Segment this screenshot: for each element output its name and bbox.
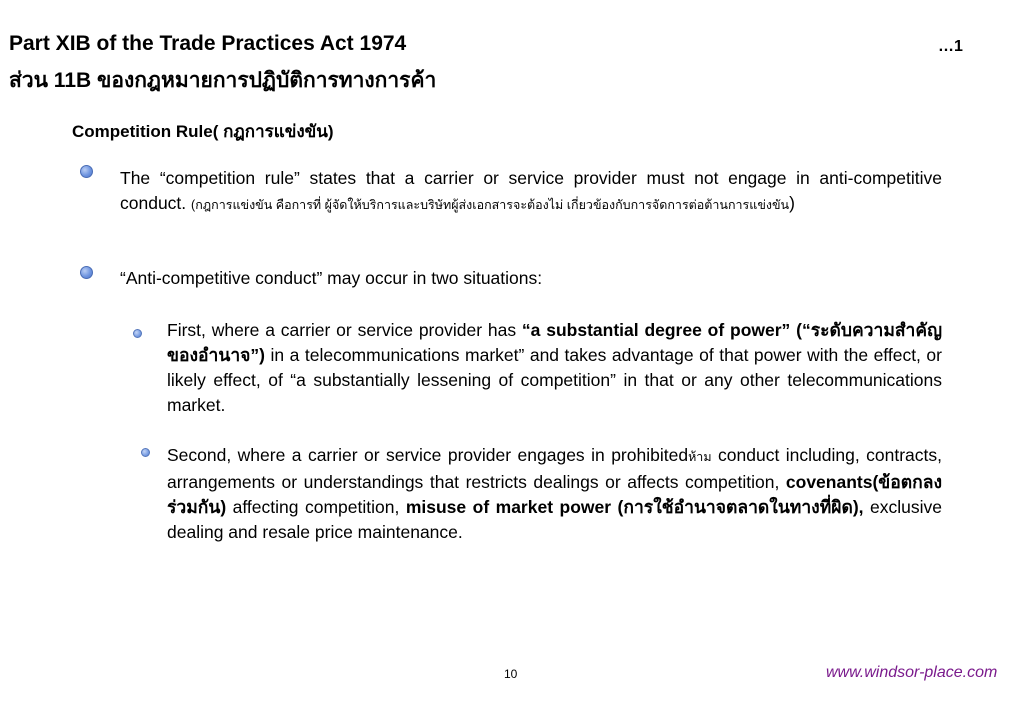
sub-bullet-text: First, where a carrier or service provider has xyxy=(167,320,522,340)
bullet-text: “Anti-competitive conduct” may occur in two situations: xyxy=(120,268,543,288)
page-number: 10 xyxy=(504,667,518,681)
thai-note-close: ) xyxy=(789,193,795,213)
section-heading: Competition Rule( กฎการแข่งขัน) xyxy=(72,122,334,141)
website-link[interactable]: www.windsor-place.com xyxy=(826,664,998,681)
sub-bullet-icon xyxy=(141,448,150,457)
bullet-icon xyxy=(80,266,93,279)
bullet-text: The “competition rule” states that a carrier or service provider must not engage in anti-competitive conduct. xyxy=(120,168,942,213)
page-marker: …1 xyxy=(938,38,963,55)
bullet-anti-competitive xyxy=(120,266,942,291)
slide-title-english: Part XIB of the Trade Practices Act 1974 xyxy=(9,32,407,55)
bullet-competition-rule xyxy=(120,166,942,218)
sub-bullet-prohibited-conduct xyxy=(167,443,942,545)
bullet-icon xyxy=(80,165,93,178)
sub-bullet-text: exclusive dealing and resale price maintenance. xyxy=(167,497,943,542)
sub-bullet-text: in a telecommunications market” and takes advantage of that power with the effect, or likely effect, of “a substantially lessening of competition” in that or any other telecommunications market. xyxy=(167,345,942,415)
sub-bullet-bold: covenants(ข้อตกลงร่วมกัน) xyxy=(167,472,942,517)
sub-bullet-icon xyxy=(133,329,142,338)
thai-annotation: ห้าม xyxy=(688,450,712,464)
sub-bullet-bold: “a substantial degree of power” (“ระดับความสำคัญของอำนาจ”) xyxy=(167,320,942,365)
thai-note-open: ( xyxy=(191,198,196,212)
sub-bullet-text: conduct including, contracts, arrangements or understandings that restricts dealings or affects competition, xyxy=(167,445,942,492)
thai-note: กฎการแข่งขัน คือการที่ ผู้จัดให้บริการและบริษัทผู้ส่งเอกสารจะต้องไม่ เกี่ยวข้องกับการจัดการต่อต้านการแข่งขัน xyxy=(195,198,790,212)
sub-bullet-bold: misuse of market power (การใช้อำนาจตลาดในทางที่ผิด), xyxy=(405,497,864,517)
sub-bullet-text: Second, where a carrier or service provider engages in prohibited xyxy=(167,445,689,465)
slide-title-thai: ส่วน 11B ของกฎหมายการปฏิบัติการทางการค้า xyxy=(9,69,437,92)
sub-bullet-substantial-power xyxy=(167,318,942,418)
sub-bullet-text: affecting competition, xyxy=(226,497,406,517)
